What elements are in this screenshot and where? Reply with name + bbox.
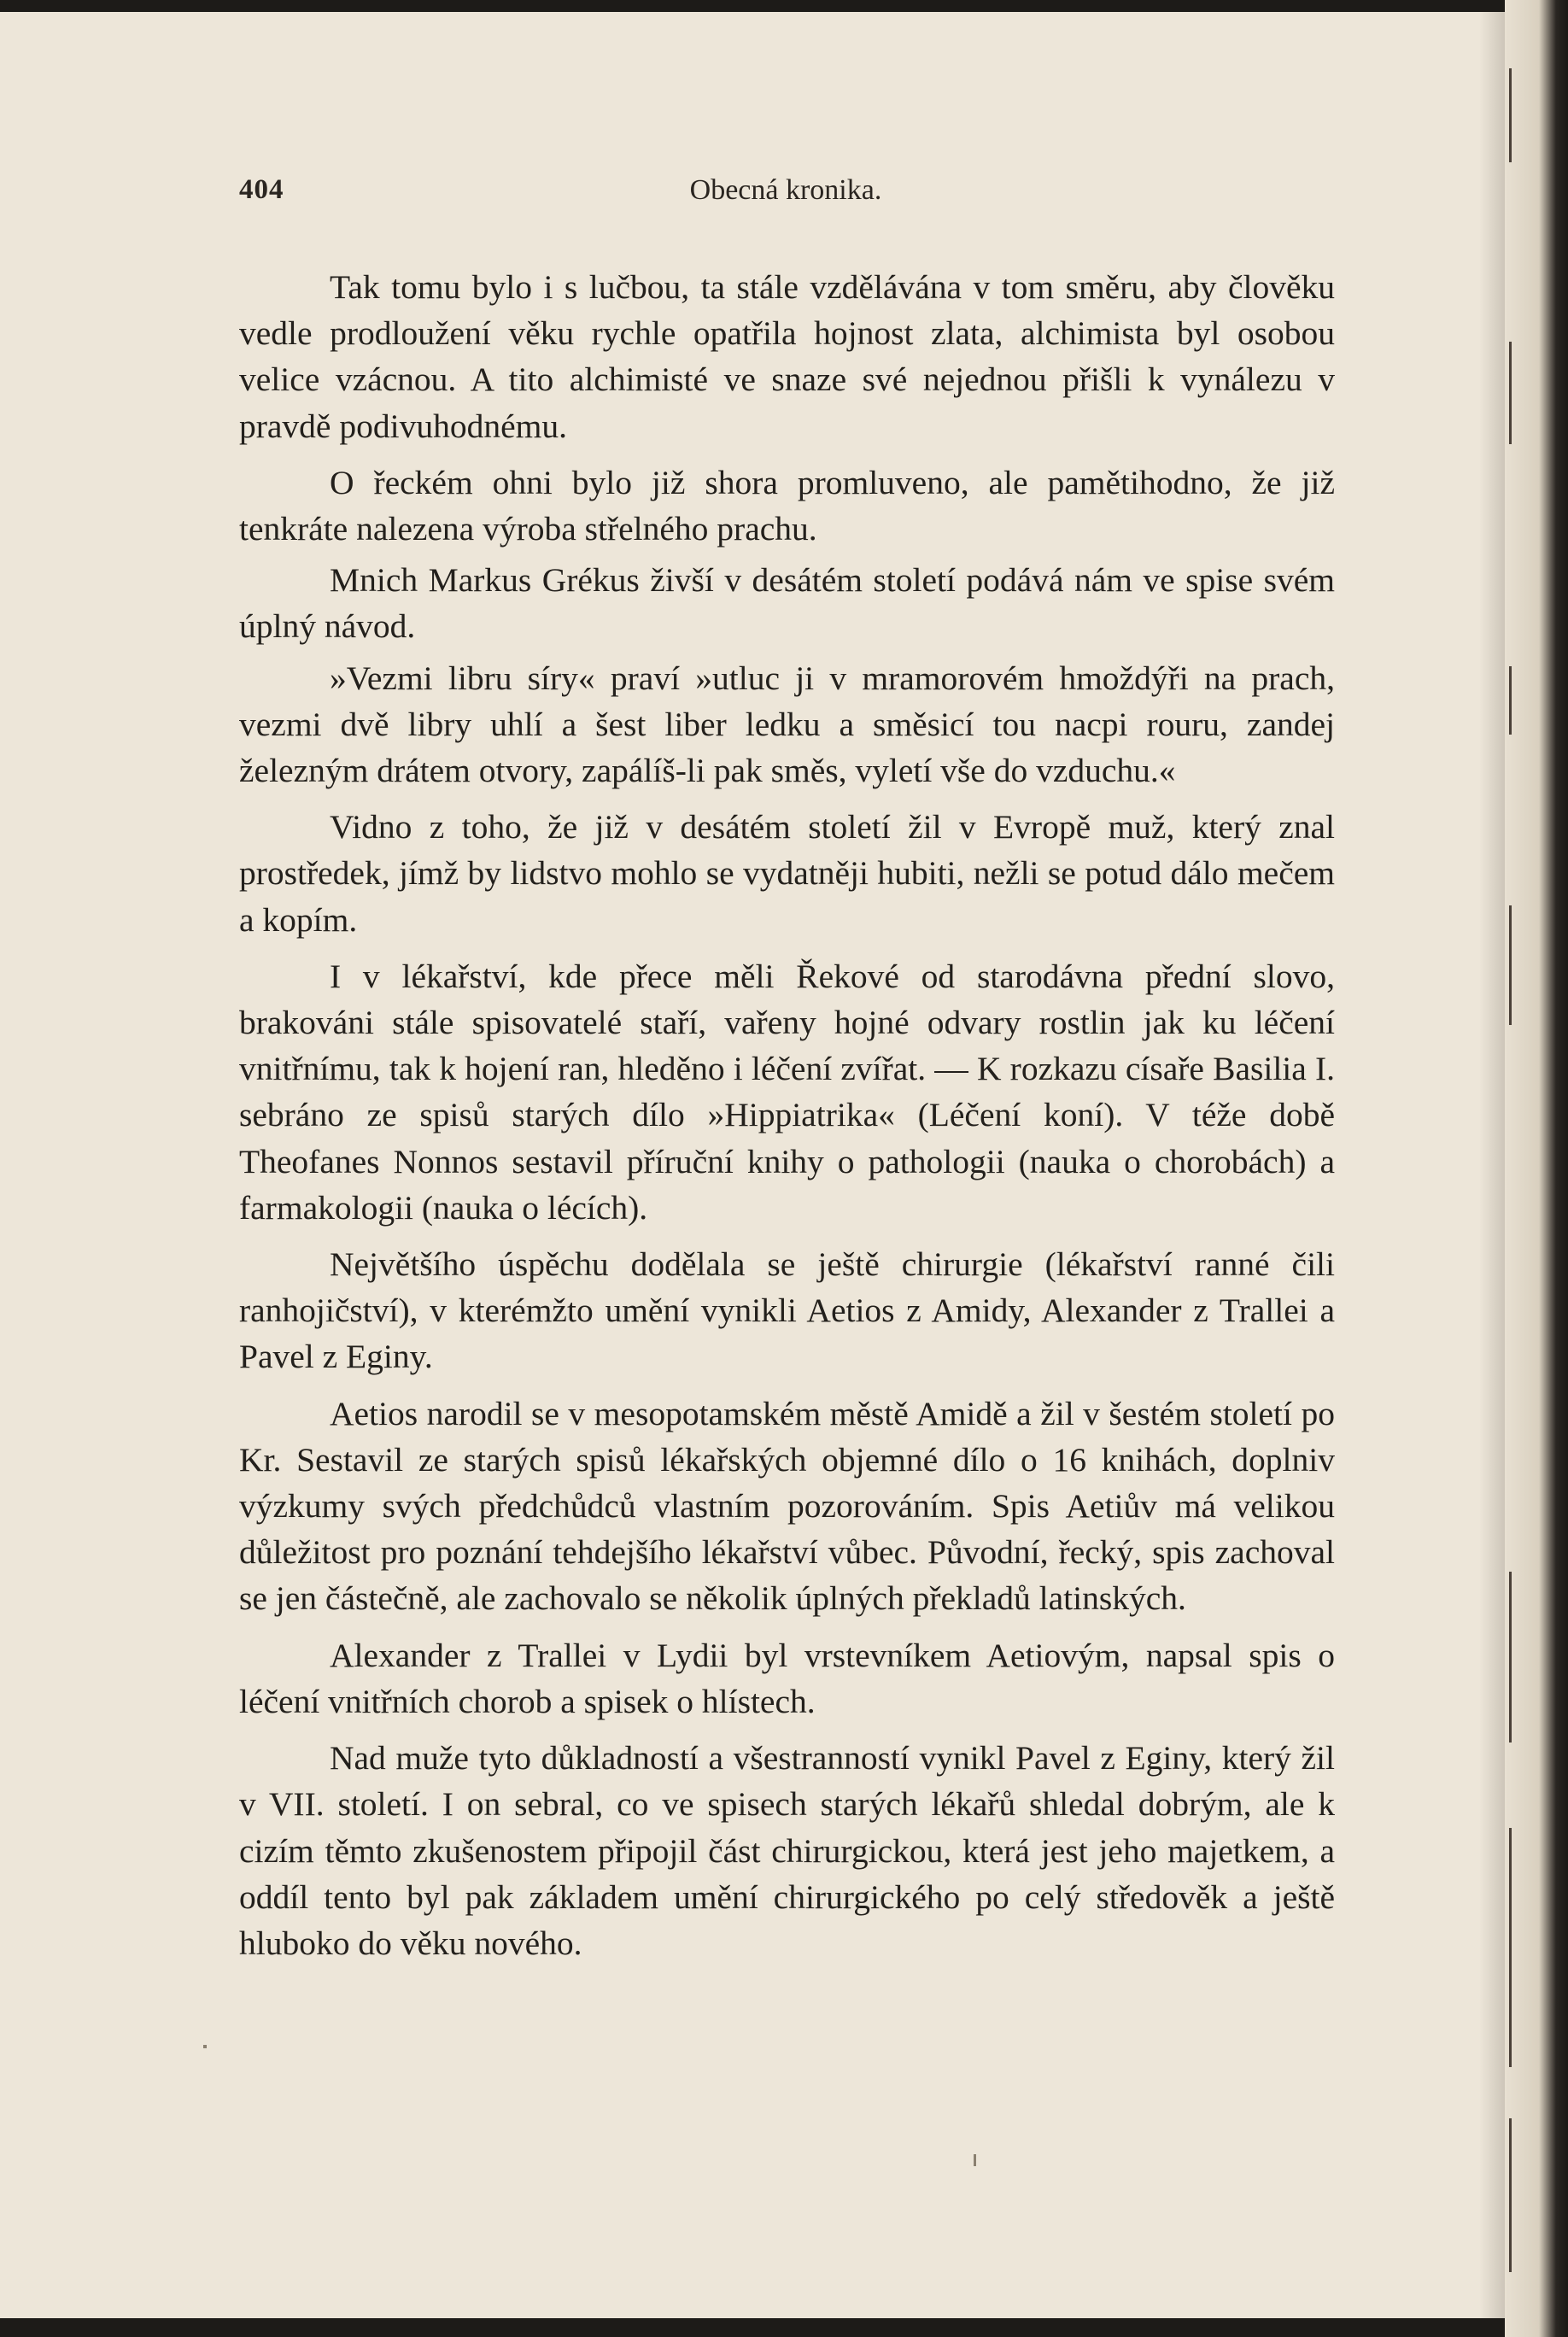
page-header [239, 174, 1332, 217]
edge-mark [1509, 905, 1512, 1025]
book-page [0, 12, 1505, 2318]
paragraph-recipe-quote: »Vezmi libru síry« praví »utluc ji v mramorovém hmoždýři na prach, vezmi dvě libry uhlí a šest liber ledku a směsicí tou nacpi rouru, zandej železným drátem otvory, zapálíš-li pak směs, vyletí vše do vzduchu.« [239, 659, 1335, 790]
body-text [239, 264, 1335, 1977]
edge-mark [1509, 1572, 1512, 1742]
page-number: 404 [239, 174, 284, 205]
paragraph-conclusion: Vidno z toho, že již v desátém století žil v Evropě muž, který znal prostředek, jímž by lidstvo mohlo se vydatněji hubiti, nežli se potud dálo mečem a kopím. [239, 808, 1335, 939]
adjacent-page-edge [1505, 0, 1568, 2337]
edge-mark [1509, 2118, 1512, 2272]
paper-speck [203, 2045, 207, 2048]
edge-mark [1509, 1828, 1512, 2067]
paragraph-surgery: Největšího úspěchu dodělala se ještě chirurgie (lékařství ranné čili ranhojičství), v kterémžto umění vynikli Aetios z Amidy, Alexander z Trallei a Pavel z Eginy. [239, 1245, 1335, 1376]
paragraph-aetios: Aetios narodil se v mesopotamském městě Amidě a žil v šestém století po Kr. Sestavil ze starých spisů lékařských objemné dílo o 16 knihách, doplniv výzkumy svých předchůdců vlastním pozorováním. Spis Aetiův má velikou důležitost pro poznání tehdejšího lékařství vůbec. Původní, řecký, spis zachoval se jen částečně, ale zachovalo se několik úplných překladů latinských. [239, 1394, 1335, 1618]
paragraph-alchemy: Tak tomu bylo i s lučbou, ta stále vzdělávána v tom směru, aby člověku vedle prodloužení věku rychle opatřila hojnost zlata, alchimista byl osobou velice vzácnou. A tito alchimisté ve snaze své nejednou přišli k vynálezu v pravdě podivuhodnému. [239, 268, 1335, 445]
paragraph-markus-grekus: Mnich Markus Grékus živší v desátém století podává nám ve spise svém úplný návod. [239, 561, 1335, 646]
edge-mark [1509, 342, 1512, 444]
edge-mark [1509, 666, 1512, 735]
paper-speck [974, 2154, 976, 2166]
paragraph-greek-fire: O řeckém ohni bylo již shora promluveno, ale pamětihodno, že již tenkráte nalezena výroba střelného prachu. [239, 463, 1335, 548]
running-title: Obecná kronika. [689, 174, 882, 206]
edge-mark [1509, 68, 1512, 162]
paragraph-alexander: Alexander z Trallei v Lydii byl vrstevníkem Aetiovým, napsal spis o léčení vnitřních chorob a spisek o hlístech. [239, 1636, 1335, 1720]
paragraph-pavel: Nad muže tyto důkladností a všestranností vynikl Pavel z Eginy, který žil v VII. století. I on sebral, co ve spisech starých lékařů shledal dobrým, ale k cizím těmto zkušenostem připojil část chirurgickou, která jest jeho majetkem, a oddíl tento byl pak základem umění chirurgického po celý středověk a ještě hluboko do věku nového. [239, 1739, 1335, 1962]
paragraph-medicine: I v lékařství, kde přece měli Řekové od starodávna přední slovo, brakováni stále spisovatelé staří, vařeny hojné odvary rostlin jak ku léčení vnitřnímu, tak k hojení ran, hleděno i léčení zvířat. — K rozkazu císaře Basilia I. sebráno ze spisů starých dílo »Hippiatrika« (Léčení koní). V téže době Theofanes Nonnos sestavil příruční knihy o pathologii (nauka o chorobách) a farmakologii (nauka o lécích). [239, 957, 1335, 1227]
